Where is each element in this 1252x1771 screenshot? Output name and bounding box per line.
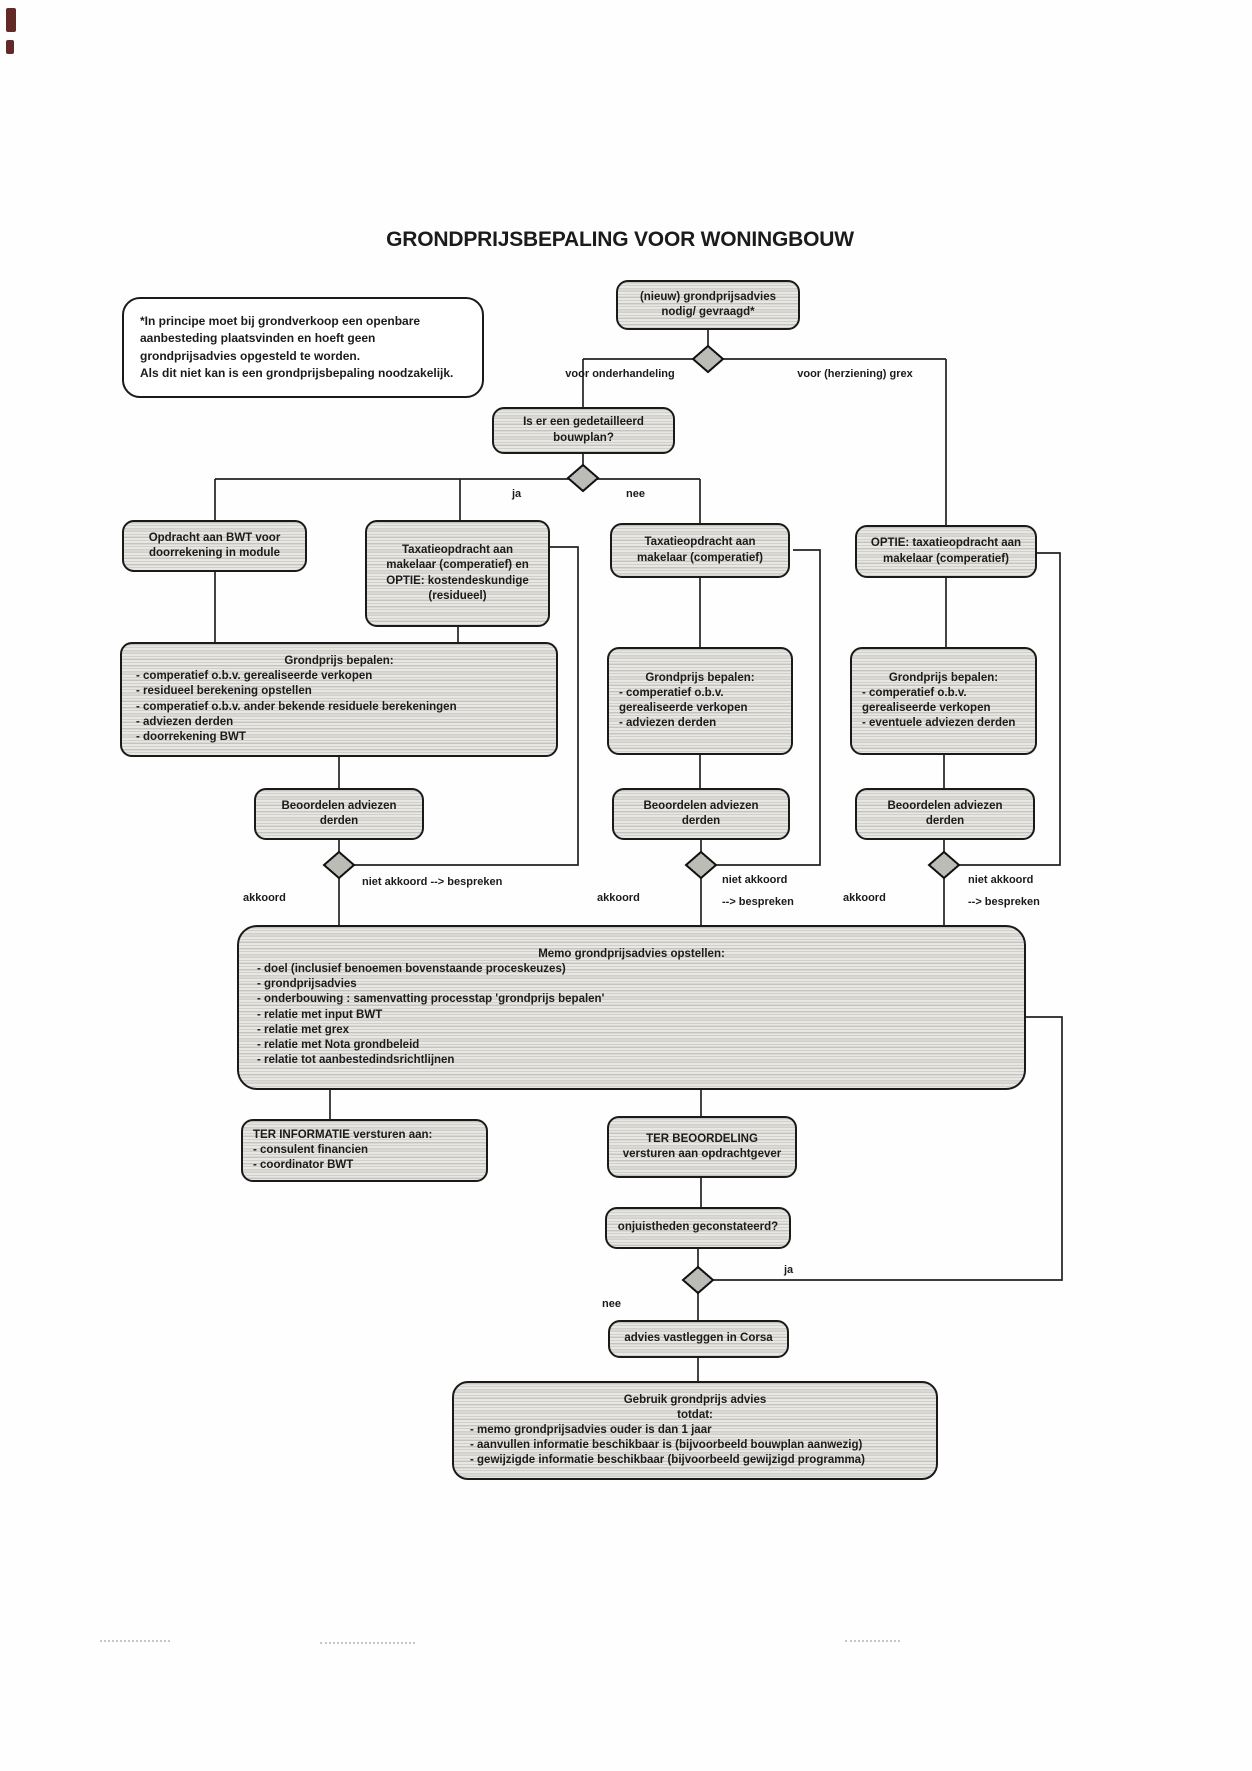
- node-memo: [237, 925, 1026, 1090]
- node-gebruik: [452, 1381, 938, 1480]
- label-ja-onjuistheden: ja: [784, 1264, 794, 1276]
- label-ja-bouwplan: ja: [512, 488, 522, 500]
- decision-diamond-bouwplan: [568, 465, 598, 491]
- label-akkoord-midden: akkoord: [597, 892, 640, 904]
- grondprijs-links-line: - residueel berekening opstellen: [136, 685, 312, 698]
- grondprijs-midden-title: Grondprijs bepalen:: [645, 671, 755, 684]
- decision-diamond-start: [693, 346, 723, 372]
- node-taxatie: Taxatieopdracht aan makelaar (comperatief): [610, 523, 790, 578]
- label-nee-onjuistheden: nee: [602, 1298, 621, 1310]
- node-ter-beoordeling: TER BEOORDELING versturen aan opdrachtgever: [607, 1116, 797, 1178]
- node-beoordelen-links: Beoordelen adviezen derden: [254, 788, 424, 840]
- ter-informatie-line: - coordinator BWT: [253, 1159, 354, 1172]
- decision-diamond-akkoord-links: [324, 852, 354, 878]
- grondprijs-rechts-line: - eventuele adviezen derden: [862, 717, 1016, 730]
- note-line-2: Als dit niet kan is een grondprijsbepaling noodzakelijk.: [140, 365, 454, 380]
- decision-diamond-akkoord-rechts: [929, 852, 959, 878]
- memo-line: - relatie met grex: [257, 1023, 350, 1036]
- gebruik-line: - memo grondprijsadvies ouder is dan 1 jaar: [470, 1423, 712, 1436]
- memo-line: - grondprijsadvies: [257, 978, 357, 991]
- node-grondprijs-midden: [607, 647, 793, 755]
- label-niet-akkoord-links: niet akkoord --> bespreken: [362, 876, 503, 888]
- label-bespreken-rechts: --> bespreken: [968, 896, 1040, 908]
- label-voor-onderhandeling: voor onderhandeling: [565, 368, 675, 380]
- label-akkoord-links: akkoord: [243, 892, 286, 904]
- node-onjuistheden: onjuistheden geconstateerd?: [605, 1207, 791, 1249]
- memo-line: - onderbouwing : samenvatting processtap 'grondprijs bepalen': [257, 993, 605, 1006]
- note-line-1: *In principe moet bij grondverkoop een openbare aanbesteding plaatsvinden en hoeft geen grondprijsadvies opgesteld te worden.: [140, 313, 421, 363]
- gebruik-subtitle: totdat:: [677, 1408, 713, 1421]
- grondprijs-midden-line: - adviezen derden: [619, 717, 717, 730]
- label-nee-bouwplan: nee: [626, 488, 645, 500]
- node-beoordelen-midden: Beoordelen adviezen derden: [612, 788, 790, 840]
- label-voor-grex: voor (herziening) grex: [797, 368, 913, 380]
- note-box: [122, 297, 484, 398]
- node-grondprijs-links: [120, 642, 558, 757]
- grondprijs-links-line: - adviezen derden: [136, 715, 234, 728]
- page-title: GRONDPRIJSBEPALING VOOR WONINGBOUW: [386, 228, 854, 251]
- grondprijs-midden-line: - comperatief o.b.v. gerealiseerde verkopen: [619, 686, 748, 714]
- grondprijs-links-line: - comperatief o.b.v. gerealiseerde verkopen: [136, 670, 373, 683]
- memo-line: - relatie met Nota grondbeleid: [257, 1038, 420, 1051]
- memo-line: - relatie tot aanbestedindsrichtlijnen: [257, 1054, 455, 1067]
- memo-title: Memo grondprijsadvies opstellen:: [538, 947, 725, 960]
- node-beoordelen-rechts: Beoordelen adviezen derden: [855, 788, 1035, 840]
- node-ter-informatie: [241, 1119, 488, 1182]
- node-opdracht-bwt: Opdracht aan BWT voor doorrekening in module: [122, 520, 307, 572]
- decision-diamond-onjuistheden: [683, 1267, 713, 1293]
- gebruik-line: - aanvullen informatie beschikbaar is (bijvoorbeeld bouwplan aanwezig): [470, 1439, 863, 1452]
- gebruik-title: Gebruik grondprijs advies: [623, 1393, 767, 1406]
- node-grondprijs-rechts: [850, 647, 1037, 755]
- label-bespreken-midden: --> bespreken: [722, 896, 794, 908]
- node-bouwplan-vraag: Is er een gedetailleerd bouwplan?: [492, 407, 675, 454]
- grondprijs-links-line: - comperatief o.b.v. ander bekende residuele berekeningen: [136, 700, 457, 713]
- label-akkoord-rechts: akkoord: [843, 892, 886, 904]
- node-taxatie-optie: Taxatieopdracht aan makelaar (comperatief) en OPTIE: kostendeskundige (residueel): [365, 520, 550, 627]
- label-niet-akkoord-rechts: niet akkoord: [968, 874, 1034, 886]
- grondprijs-links-title: Grondprijs bepalen:: [284, 654, 394, 667]
- grondprijs-links-line: - doorrekening BWT: [136, 730, 246, 743]
- label-niet-akkoord-midden: niet akkoord: [722, 874, 788, 886]
- node-start: (nieuw) grondprijsadvies nodig/ gevraagd*: [616, 280, 800, 330]
- ter-informatie-title: TER INFORMATIE versturen aan:: [253, 1128, 433, 1141]
- node-optie-taxatie: OPTIE: taxatieopdracht aan makelaar (comperatief): [855, 525, 1037, 578]
- grondprijs-rechts-line: - comperatief o.b.v. gerealiseerde verkopen: [862, 686, 991, 714]
- grondprijs-rechts-title: Grondprijs bepalen:: [888, 671, 999, 684]
- node-corsa: advies vastleggen in Corsa: [608, 1320, 789, 1358]
- memo-line: - doel (inclusief benoemen bovenstaande proceskeuzes): [257, 962, 566, 975]
- decision-diamond-akkoord-midden: [686, 852, 716, 878]
- ter-informatie-line: - consulent financien: [253, 1143, 369, 1156]
- gebruik-line: - gewijzigde informatie beschikbaar (bijvoorbeeld gewijzigd programma): [470, 1454, 865, 1467]
- memo-line: - relatie met input BWT: [257, 1008, 383, 1021]
